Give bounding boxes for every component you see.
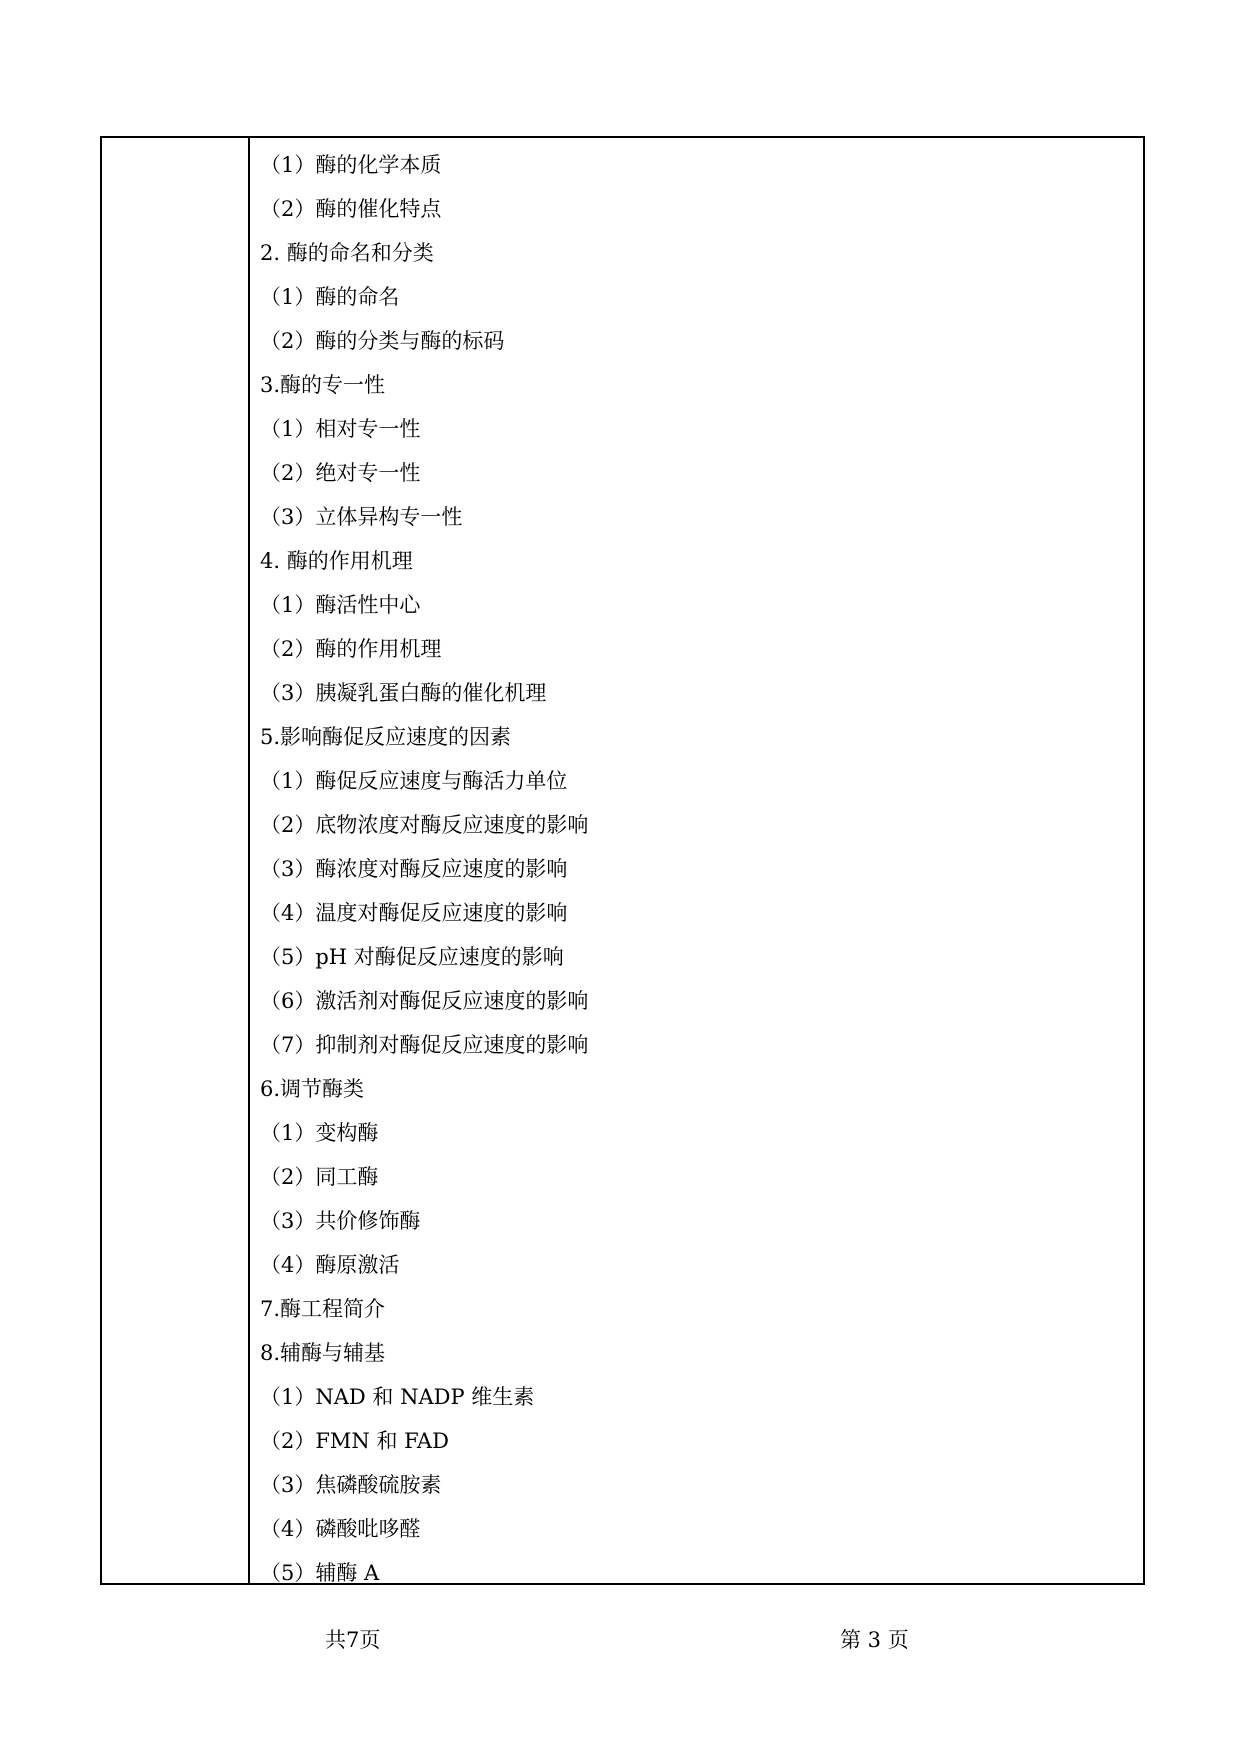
- outline-line: （3）共价修饰酶: [260, 1209, 421, 1233]
- outline-line: （5）pH 对酶促反应速度的影响: [260, 945, 564, 969]
- outline-line: （2）FMN 和 FAD: [260, 1429, 449, 1453]
- footer-total-pages: 共7页: [325, 1628, 381, 1652]
- outline-heading: 6.调节酶类: [260, 1077, 365, 1101]
- outline-line: （1）酶的化学本质: [260, 153, 442, 177]
- footer-page-number: 第 3 页: [840, 1628, 909, 1652]
- outline-line: （4）磷酸吡哆醛: [260, 1517, 421, 1541]
- outline-line: （4）温度对酶促反应速度的影响: [260, 901, 568, 925]
- outline-line: （1）变构酶: [260, 1121, 379, 1145]
- outline-line: （3）酶浓度对酶反应速度的影响: [260, 857, 568, 881]
- left-column-cell: [102, 138, 250, 1583]
- outline-heading: 4. 酶的作用机理: [260, 549, 413, 573]
- outline-line: （7）抑制剂对酶促反应速度的影响: [260, 1033, 589, 1057]
- outline-line: （2）酶的催化特点: [260, 197, 442, 221]
- right-column-cell: [250, 138, 1143, 1583]
- outline-heading: 7.酶工程简介: [260, 1297, 386, 1321]
- outline-line: （1）酶促反应速度与酶活力单位: [260, 769, 568, 793]
- outline-line: （2）酶的作用机理: [260, 637, 442, 661]
- content-table: [100, 136, 1145, 1585]
- outline-line: （5）辅酶 A: [260, 1561, 380, 1585]
- outline-line: （2）底物浓度对酶反应速度的影响: [260, 813, 589, 837]
- outline-heading: 3.酶的专一性: [260, 373, 386, 397]
- outline-line: （1）NAD 和 NADP 维生素: [260, 1385, 535, 1409]
- outline-heading: 2. 酶的命名和分类: [260, 241, 434, 265]
- outline-line: （2）绝对专一性: [260, 461, 421, 485]
- outline-line: （3）胰凝乳蛋白酶的催化机理: [260, 681, 547, 705]
- outline-line: （3）立体异构专一性: [260, 505, 463, 529]
- outline-line: （6）激活剂对酶促反应速度的影响: [260, 989, 589, 1013]
- outline-line: （3）焦磷酸硫胺素: [260, 1473, 442, 1497]
- outline-line: （2）酶的分类与酶的标码: [260, 329, 505, 353]
- outline-line: （2）同工酶: [260, 1165, 379, 1189]
- outline-line: （4）酶原激活: [260, 1253, 400, 1277]
- outline-heading: 5.影响酶促反应速度的因素: [260, 725, 512, 749]
- outline-heading: 8.辅酶与辅基: [260, 1341, 386, 1365]
- outline-line: （1）酶活性中心: [260, 593, 421, 617]
- outline-line: （1）相对专一性: [260, 417, 421, 441]
- outline-line: （1）酶的命名: [260, 285, 400, 309]
